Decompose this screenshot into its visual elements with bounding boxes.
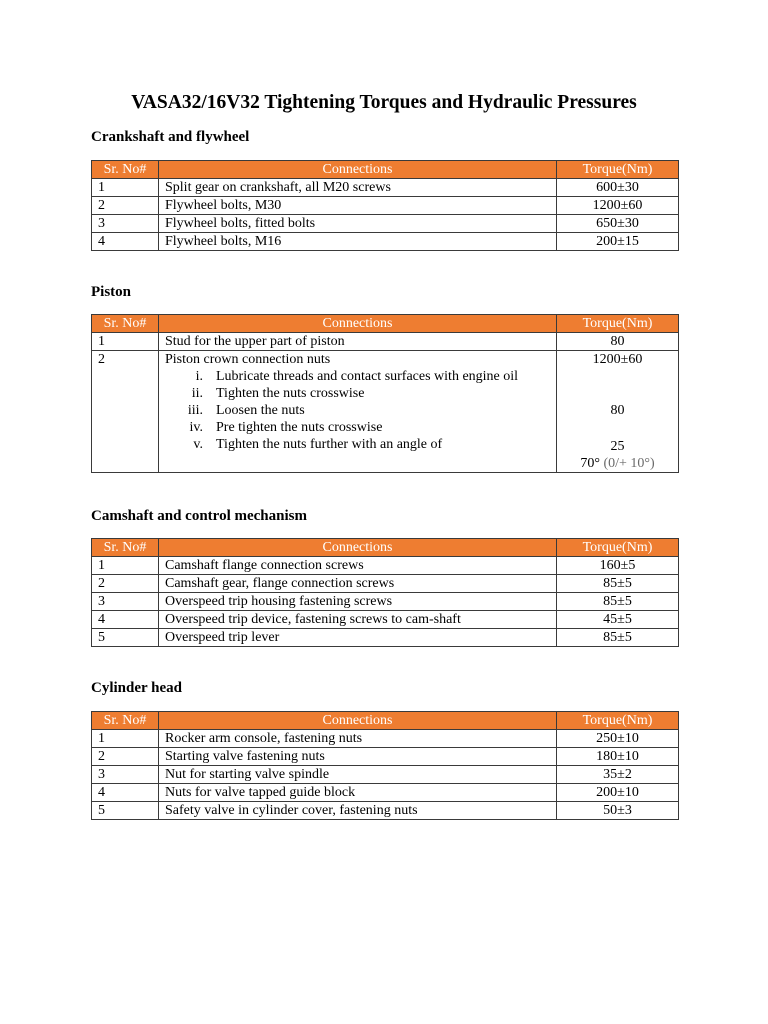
sr-cell: 3 [92, 766, 159, 784]
step-torque [557, 368, 678, 402]
sr-cell: 2 [92, 197, 159, 215]
angle-value: 70° [580, 456, 600, 471]
sr-cell: 4 [92, 611, 159, 629]
connection-cell: Rocker arm console, fastening nuts [159, 730, 557, 748]
sr-cell: 1 [92, 557, 159, 575]
table-body [92, 730, 679, 820]
table-camshaft [91, 538, 679, 647]
sr-cell: 3 [92, 593, 159, 611]
step-torque-angle [557, 455, 678, 472]
table-body [92, 333, 679, 473]
step-torque [557, 419, 678, 436]
column-header-connections: Connections [159, 315, 557, 333]
torque-cell: 85±5 [557, 575, 679, 593]
column-header-connections: Connections [159, 712, 557, 730]
sr-cell: 2 [92, 575, 159, 593]
torque-cell: 80 [557, 333, 679, 351]
step-number: ii. [191, 386, 203, 401]
sr-cell: 4 [92, 233, 159, 251]
procedure-steps [165, 368, 556, 453]
torque-cell: 160±5 [557, 557, 679, 575]
table-row [92, 351, 679, 473]
table-row [92, 179, 679, 197]
torque-cell: 600±30 [557, 179, 679, 197]
section-heading-camshaft: Camshaft and control mechanism [91, 508, 307, 524]
table-cylinder [91, 711, 679, 820]
table-row [92, 730, 679, 748]
list-item [165, 419, 556, 436]
table-piston [91, 314, 679, 473]
column-header-sr: Sr. No# [92, 539, 159, 557]
column-header-torque: Torque(Nm) [557, 315, 679, 333]
sr-cell: 1 [92, 179, 159, 197]
connection-cell: Flywheel bolts, M30 [159, 197, 557, 215]
connection-cell: Flywheel bolts, fitted bolts [159, 215, 557, 233]
step-text: Lubricate threads and contact surfaces with engine oil [216, 369, 519, 384]
table-row [92, 611, 679, 629]
torque-cell: 250±10 [557, 730, 679, 748]
table-crankshaft [91, 160, 679, 251]
table-row [92, 557, 679, 575]
step-number: v. [193, 437, 203, 452]
list-item [165, 436, 556, 453]
step-text: Pre tighten the nuts crosswise [216, 420, 383, 435]
connection-cell: Split gear on crankshaft, all M20 screws [159, 179, 557, 197]
section-heading-piston: Piston [91, 284, 132, 300]
sr-cell: 2 [92, 748, 159, 766]
step-number: iv. [189, 420, 203, 435]
step-torque: 80 [610, 403, 625, 418]
section-heading-crankshaft: Crankshaft and flywheel [91, 129, 250, 145]
table-row [92, 593, 679, 611]
connection-cell: Flywheel bolts, M16 [159, 233, 557, 251]
torque-cell [557, 351, 679, 473]
step-text: Tighten the nuts crosswise [216, 386, 365, 401]
step-torque: 25 [610, 439, 625, 454]
sr-cell: 5 [92, 629, 159, 647]
list-item [165, 385, 556, 402]
sr-cell: 5 [92, 802, 159, 820]
sr-cell: 2 [92, 351, 159, 473]
torque-cell: 50±3 [557, 802, 679, 820]
sr-cell: 1 [92, 333, 159, 351]
torque-cell: 85±5 [557, 629, 679, 647]
connection-cell: Camshaft flange connection screws [159, 557, 557, 575]
table-row [92, 802, 679, 820]
connection-cell: Nut for starting valve spindle [159, 766, 557, 784]
torque-value: 1200±60 [592, 352, 643, 367]
table-row [92, 233, 679, 251]
torque-cell: 180±10 [557, 748, 679, 766]
sr-cell: 3 [92, 215, 159, 233]
sr-cell: 1 [92, 730, 159, 748]
angle-tolerance: (0/+ 10°) [603, 456, 655, 471]
table-row [92, 197, 679, 215]
column-header-sr: Sr. No# [92, 161, 159, 179]
connection-cell: Camshaft gear, flange connection screws [159, 575, 557, 593]
section-heading-cylinder: Cylinder head [91, 680, 182, 696]
column-header-connections: Connections [159, 161, 557, 179]
column-header-sr: Sr. No# [92, 315, 159, 333]
torque-cell: 85±5 [557, 593, 679, 611]
sr-cell: 4 [92, 784, 159, 802]
step-number: i. [195, 369, 203, 384]
column-header-sr: Sr. No# [92, 712, 159, 730]
list-item [165, 402, 556, 419]
torque-cell: 45±5 [557, 611, 679, 629]
connection-cell: Safety valve in cylinder cover, fastening nuts [159, 802, 557, 820]
step-text: Tighten the nuts further with an angle of [216, 437, 443, 452]
table-row [92, 784, 679, 802]
connection-cell: Overspeed trip housing fastening screws [159, 593, 557, 611]
table-row [92, 575, 679, 593]
torque-cell: 1200±60 [557, 197, 679, 215]
table-body [92, 179, 679, 251]
table-row [92, 629, 679, 647]
connection-text: Piston crown connection nuts [165, 352, 331, 367]
connection-cell: Nuts for valve tapped guide block [159, 784, 557, 802]
torque-cell: 650±30 [557, 215, 679, 233]
table-body [92, 557, 679, 647]
step-text: Loosen the nuts [216, 403, 305, 418]
torque-cell: 200±15 [557, 233, 679, 251]
torque-cell: 35±2 [557, 766, 679, 784]
connection-cell: Overspeed trip lever [159, 629, 557, 647]
list-item [165, 368, 556, 385]
table-row [92, 333, 679, 351]
column-header-connections: Connections [159, 539, 557, 557]
torque-cell: 200±10 [557, 784, 679, 802]
column-header-torque: Torque(Nm) [557, 161, 679, 179]
connection-cell: Overspeed trip device, fastening screws to cam-shaft [159, 611, 557, 629]
table-row [92, 215, 679, 233]
table-row [92, 766, 679, 784]
connection-cell: Stud for the upper part of piston [159, 333, 557, 351]
connection-cell: Starting valve fastening nuts [159, 748, 557, 766]
connection-cell [159, 351, 557, 473]
page-title: VASA32/16V32 Tightening Torques and Hydraulic Pressures [131, 92, 637, 113]
step-number: iii. [187, 403, 203, 418]
column-header-torque: Torque(Nm) [557, 539, 679, 557]
table-row [92, 748, 679, 766]
column-header-torque: Torque(Nm) [557, 712, 679, 730]
